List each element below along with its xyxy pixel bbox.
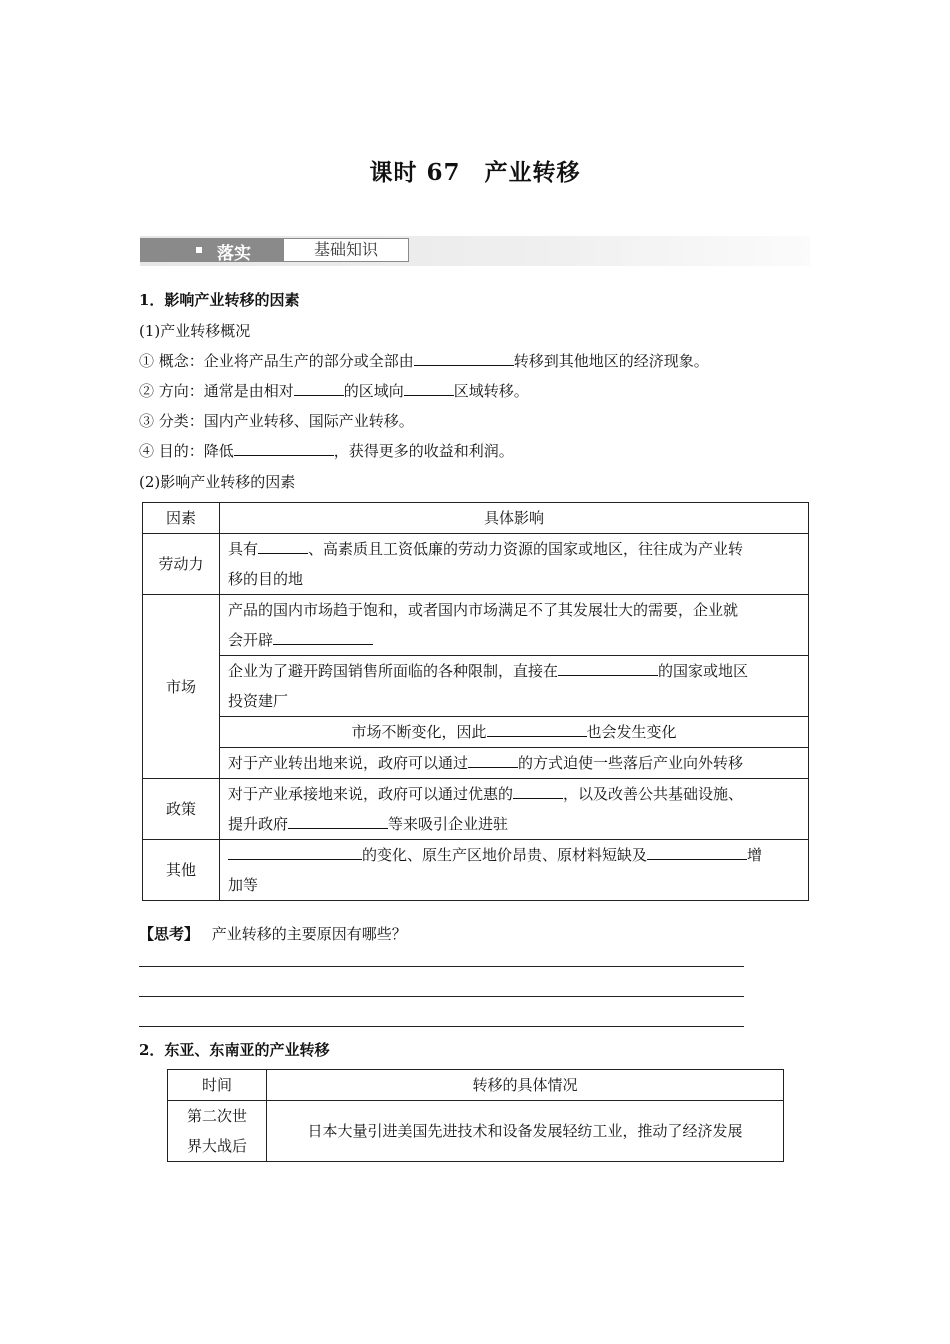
direction-text: ② 方向：通常是由相对: [139, 382, 294, 400]
page-title: 课时 67 产业转移: [369, 159, 581, 186]
detail-cell: 日本大量引进美国先进技术和设备发展轻纺工业，推动了经济发展: [267, 1101, 784, 1162]
cell-text: 增: [747, 846, 763, 864]
blank-field[interactable]: [234, 440, 334, 456]
blank-field[interactable]: [228, 844, 362, 860]
header-impact: 具体影响: [220, 503, 809, 534]
blank-field[interactable]: [513, 783, 563, 799]
section1-heading: 1．影响产业转移的因素: [139, 291, 300, 309]
market-impact-4: [220, 748, 809, 779]
section-banner: [140, 236, 810, 266]
transfer-table: [167, 1069, 784, 1162]
cell-text: 界大战后: [186, 1137, 247, 1155]
cell-text: 、高素质且工资低廉的劳动力资源的国家或地区，往往成为产业转: [308, 540, 744, 558]
factor-table: [142, 502, 809, 901]
answer-line[interactable]: [139, 996, 744, 997]
market-impact-1: [220, 595, 809, 656]
table-row: [143, 503, 809, 534]
policy-impact: [220, 779, 809, 840]
table-row: [143, 840, 809, 901]
blank-field[interactable]: [414, 350, 514, 366]
factor-labor: 劳动力: [143, 534, 220, 595]
concept-text-end: 转移到其他地区的经济现象。: [513, 352, 709, 370]
cell-text: 等来吸引企业进驻: [388, 815, 509, 833]
blank-field[interactable]: [288, 813, 388, 829]
header-factor: 因素: [143, 503, 220, 534]
think-label: 【思考】: [139, 925, 200, 943]
cell-text: 加等: [228, 876, 259, 894]
cell-text: 会开辟: [228, 631, 274, 649]
table-row: [168, 1101, 784, 1162]
blank-field[interactable]: [487, 721, 587, 737]
cell-text: 投资建厂: [228, 692, 289, 710]
cell-text: 的方式迫使一些落后产业向外转移: [518, 754, 744, 772]
cell-text: ，以及改善公共基础设施、: [563, 785, 744, 803]
cell-text: 移的目的地: [228, 570, 304, 588]
cell-text: 对于产业转出地来说，政府可以通过: [228, 754, 469, 772]
classification-item: ③ 分类：国内产业转移、国际产业转移。: [139, 412, 414, 430]
direction-text-end: 区域转移。: [453, 382, 529, 400]
subheading-factors: (2)影响产业转移的因素: [139, 473, 296, 491]
table-row: [143, 717, 809, 748]
factor-policy: 政策: [143, 779, 220, 840]
cell-text: 提升政府: [228, 815, 289, 833]
purpose-text: ④ 目的：降低: [139, 442, 234, 460]
blank-field[interactable]: [647, 844, 747, 860]
cell-text: 市场不断变化，因此: [351, 723, 487, 741]
blank-field[interactable]: [273, 629, 373, 645]
blank-field[interactable]: [258, 538, 308, 554]
market-impact-2: [220, 656, 809, 717]
table-row: [143, 534, 809, 595]
table-row: [168, 1070, 784, 1101]
table-row: [143, 748, 809, 779]
cell-text: 的变化、原生产区地价昂贵、原材料短缺及: [362, 846, 648, 864]
blank-field[interactable]: [468, 752, 518, 768]
concept-text: ① 概念：企业将产品生产的部分或全部由: [139, 352, 414, 370]
other-impact: [220, 840, 809, 901]
blank-field[interactable]: [294, 380, 344, 396]
header-detail: 转移的具体情况: [267, 1070, 784, 1101]
cell-text: 具有: [228, 540, 259, 558]
banner-light-label: 基础知识: [283, 238, 409, 262]
think-question: [139, 923, 407, 945]
direction-item: [139, 380, 529, 402]
answer-line[interactable]: [139, 1026, 744, 1027]
answer-line[interactable]: [139, 966, 744, 967]
cell-text: 对于产业承接地来说，政府可以通过优惠的: [228, 785, 514, 803]
banner-dark-tab: [140, 238, 283, 262]
factor-other: 其他: [143, 840, 220, 901]
section2-heading: 2．东亚、东南亚的产业转移: [139, 1041, 330, 1059]
direction-text-mid: 的区域向: [343, 382, 404, 400]
cell-text: 的国家或地区: [658, 662, 749, 680]
concept-item: [139, 350, 709, 372]
subheading-overview: (1)产业转移概况: [139, 322, 251, 340]
purpose-item: [139, 440, 514, 462]
table-row: [143, 779, 809, 840]
table-row: [143, 656, 809, 717]
square-bullet-icon: [196, 247, 202, 253]
labor-impact: [220, 534, 809, 595]
factor-market: 市场: [143, 595, 220, 779]
think-text: 产业转移的主要原因有哪些？: [211, 925, 407, 943]
table-row: [143, 595, 809, 656]
cell-text: 也会发生变化: [586, 723, 677, 741]
cell-text: 企业为了避开跨国销售所面临的各种限制，直接在: [228, 662, 559, 680]
blank-field[interactable]: [404, 380, 454, 396]
banner-dark-label: 落实: [217, 244, 251, 264]
time-cell: [168, 1101, 267, 1162]
blank-field[interactable]: [558, 660, 658, 676]
market-impact-3: [220, 717, 809, 748]
header-time: 时间: [168, 1070, 267, 1101]
purpose-text-end: ，获得更多的收益和利润。: [333, 442, 514, 460]
cell-text: 第二次世: [186, 1107, 247, 1125]
cell-text: 产品的国内市场趋于饱和，或者国内市场满足不了其发展壮大的需要，企业就: [228, 601, 739, 619]
